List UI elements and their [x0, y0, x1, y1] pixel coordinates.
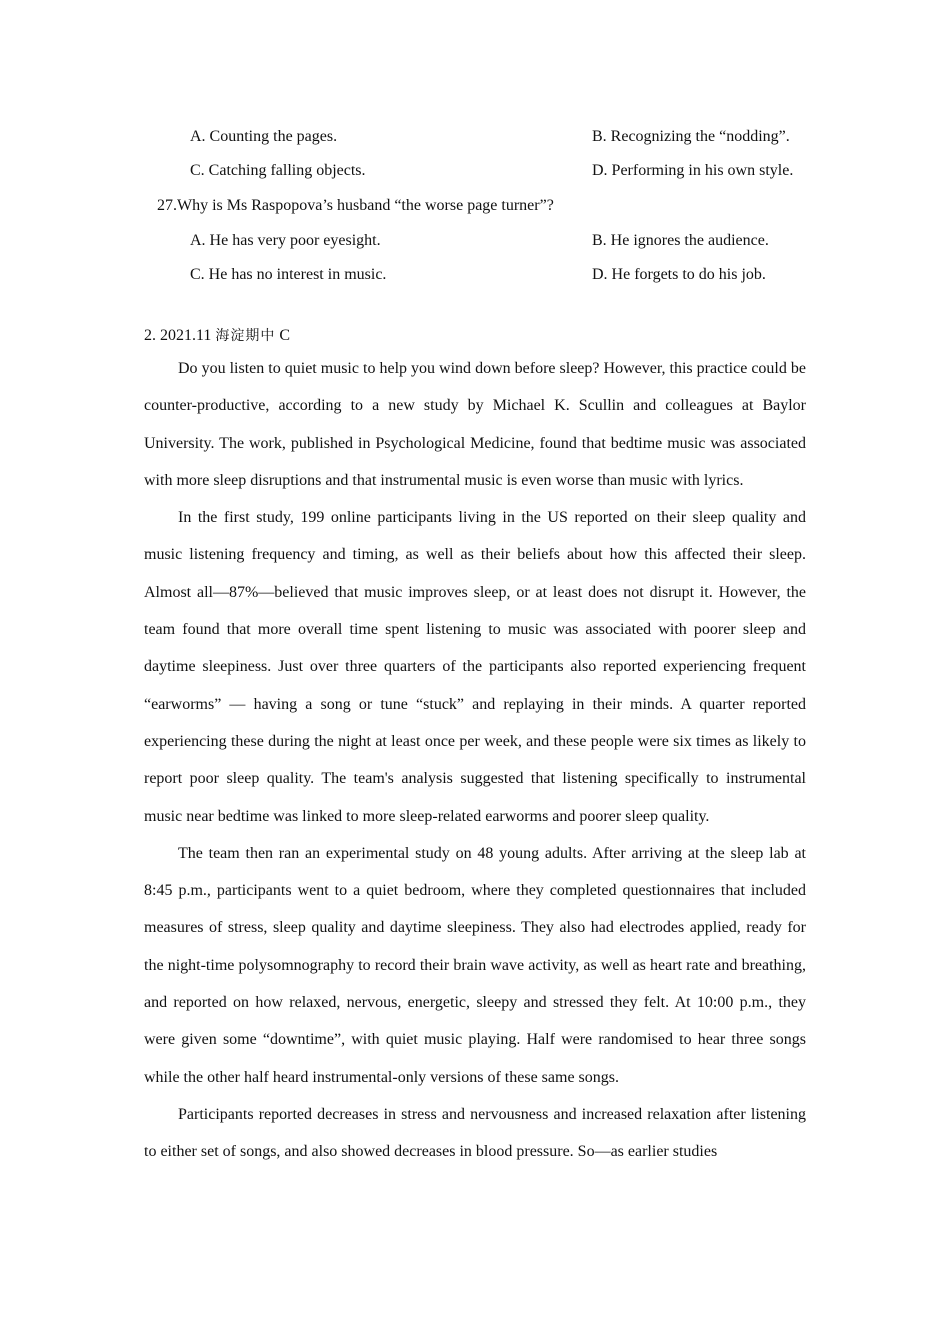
q26-option-c: C. Catching falling objects. [190, 162, 366, 179]
passage-paragraph-4: Participants reported decreases in stress and nervousness and increased relaxation after listening to either set of songs, and also showed decreases in blood pressure. So—as earlier studies [144, 1105, 806, 1161]
q26-option-b: B. Recognizing the “nodding”. [592, 128, 790, 145]
section-number: 2. 2021.11 [144, 327, 212, 344]
q27-option-d: D. He forgets to do his job. [592, 266, 766, 283]
q27-option-c: C. He has no interest in music. [190, 266, 387, 283]
section-letter: C [279, 327, 291, 344]
reading-passage [144, 350, 806, 1171]
q27-options-row-1 [0, 229, 950, 253]
section-heading [144, 324, 290, 348]
passage-paragraph-1: Do you listen to quiet music to help you wind down before sleep? However, this practice could be counter-productive, according to a new study by Michael K. Scullin and colleagues at Baylor University. The work, published in Psychological Medicine, found that bedtime music was associated with more sleep disruptions and that instrumental music is even worse than music with lyrics. [144, 360, 806, 489]
q27-option-a: A. He has very poor eyesight. [190, 232, 381, 249]
question-27: 27.Why is Ms Raspopova’s husband “the worse page turner”? [157, 197, 554, 214]
q27-options-row-2 [0, 263, 950, 287]
q26-options-row-2 [0, 159, 950, 183]
q27-option-b: B. He ignores the audience. [592, 232, 769, 249]
q26-options-row-1 [0, 125, 950, 149]
q26-option-a: A. Counting the pages. [190, 128, 338, 145]
passage-paragraph-2: In the first study, 199 online participants living in the US reported on their sleep quality and music listening frequency and timing, as well as their beliefs about how this affected their sleep. Almost all—87%—believed that music improves sleep, or at least does not disrupt it. However, the team found that more overall time spent listening to music was associated with poorer sleep and daytime sleepiness. Just over three quarters of the participants also reported experiencing frequent “earworms” — having a song or tune “stuck” and replaying in their minds. A quarter reported experiencing these during the night at least once per week, and these people were six times as likely to report poor sleep quality. The team's analysis suggested that listening specifically to instrumental music near bedtime was linked to more sleep-related earworms and poorer sleep quality. [144, 509, 806, 825]
section-source: 海淀期中 [215, 328, 276, 344]
q26-option-d: D. Performing in his own style. [592, 162, 794, 179]
passage-paragraph-3: The team then ran an experimental study on 48 young adults. After arriving at the sleep lab at 8:45 p.m., participants went to a quiet bedroom, where they completed questionnaires that included measures of stress, sleep quality and daytime sleepiness. They also had electrodes applied, ready for the night-time polysomnography to record their brain wave activity, as well as heart rate and breathing, and reported on how relaxed, nervous, energetic, sleepy and stressed they felt. At 10:00 p.m., they were given some “downtime”, with quiet music playing. Half were randomised to hear three songs while the other half heard instrumental-only versions of these same songs. [144, 844, 806, 1086]
